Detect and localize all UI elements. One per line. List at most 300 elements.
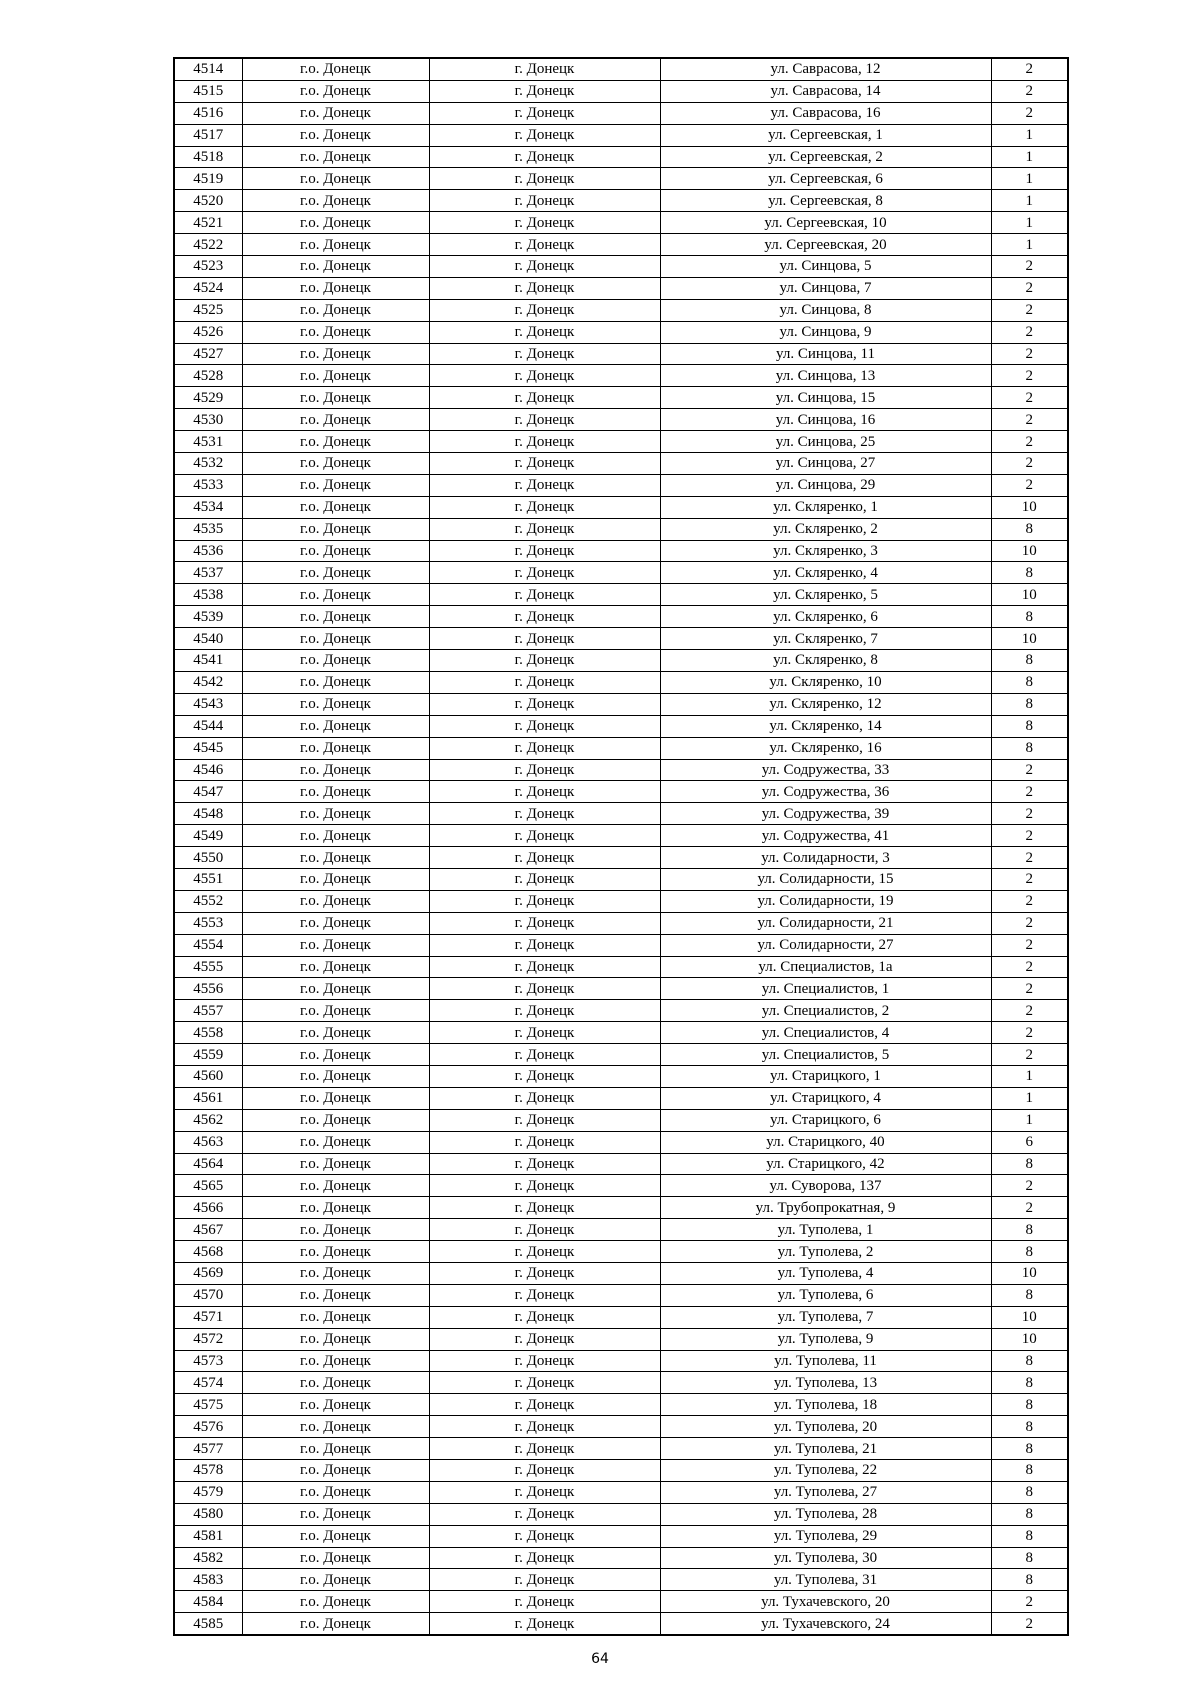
district-cell: г.о. Донецк bbox=[242, 671, 429, 693]
count-cell: 10 bbox=[991, 628, 1068, 650]
row-number-cell: 4523 bbox=[174, 256, 242, 278]
table-row bbox=[174, 58, 1068, 80]
table-row bbox=[174, 1175, 1068, 1197]
row-number-cell: 4566 bbox=[174, 1197, 242, 1219]
district-cell: г.о. Донецк bbox=[242, 496, 429, 518]
city-cell: г. Донецк bbox=[429, 825, 660, 847]
count-cell: 10 bbox=[991, 584, 1068, 606]
city-cell: г. Донецк bbox=[429, 1306, 660, 1328]
row-number-cell: 4547 bbox=[174, 781, 242, 803]
city-cell: г. Донецк bbox=[429, 1262, 660, 1284]
count-cell: 8 bbox=[991, 1503, 1068, 1525]
district-cell: г.о. Донецк bbox=[242, 146, 429, 168]
city-cell: г. Донецк bbox=[429, 868, 660, 890]
table-row bbox=[174, 1394, 1068, 1416]
city-cell: г. Донецк bbox=[429, 277, 660, 299]
row-number-cell: 4521 bbox=[174, 212, 242, 234]
district-cell: г.о. Донецк bbox=[242, 606, 429, 628]
count-cell: 8 bbox=[991, 1569, 1068, 1591]
table-row bbox=[174, 1262, 1068, 1284]
count-cell: 2 bbox=[991, 431, 1068, 453]
city-cell: г. Донецк bbox=[429, 474, 660, 496]
table-row bbox=[174, 1591, 1068, 1613]
count-cell: 10 bbox=[991, 496, 1068, 518]
table-row bbox=[174, 1525, 1068, 1547]
count-cell: 2 bbox=[991, 277, 1068, 299]
district-cell: г.о. Донецк bbox=[242, 1438, 429, 1460]
city-cell: г. Донецк bbox=[429, 1525, 660, 1547]
row-number-cell: 4552 bbox=[174, 890, 242, 912]
district-cell: г.о. Донецк bbox=[242, 890, 429, 912]
count-cell: 2 bbox=[991, 1022, 1068, 1044]
row-number-cell: 4558 bbox=[174, 1022, 242, 1044]
district-cell: г.о. Донецк bbox=[242, 1547, 429, 1569]
district-cell: г.о. Донецк bbox=[242, 1503, 429, 1525]
table-row bbox=[174, 1503, 1068, 1525]
table-row bbox=[174, 146, 1068, 168]
city-cell: г. Донецк bbox=[429, 1044, 660, 1066]
district-cell: г.о. Донецк bbox=[242, 715, 429, 737]
table-row bbox=[174, 256, 1068, 278]
city-cell: г. Донецк bbox=[429, 102, 660, 124]
address-cell: ул. Суворова, 137 bbox=[660, 1175, 991, 1197]
address-cell: ул. Тухачевского, 24 bbox=[660, 1613, 991, 1635]
city-cell: г. Донецк bbox=[429, 1065, 660, 1087]
district-cell: г.о. Донецк bbox=[242, 1372, 429, 1394]
row-number-cell: 4569 bbox=[174, 1262, 242, 1284]
city-cell: г. Донецк bbox=[429, 1109, 660, 1131]
city-cell: г. Донецк bbox=[429, 847, 660, 869]
row-number-cell: 4516 bbox=[174, 102, 242, 124]
address-cell: ул. Синцова, 5 bbox=[660, 256, 991, 278]
district-cell: г.о. Донецк bbox=[242, 1044, 429, 1066]
count-cell: 10 bbox=[991, 540, 1068, 562]
district-cell: г.о. Донецк bbox=[242, 934, 429, 956]
district-cell: г.о. Донецк bbox=[242, 1262, 429, 1284]
city-cell: г. Донецк bbox=[429, 124, 660, 146]
city-cell: г. Донецк bbox=[429, 1613, 660, 1635]
city-cell: г. Донецк bbox=[429, 234, 660, 256]
city-cell: г. Донецк bbox=[429, 453, 660, 475]
table-row bbox=[174, 759, 1068, 781]
count-cell: 1 bbox=[991, 146, 1068, 168]
row-number-cell: 4553 bbox=[174, 912, 242, 934]
district-cell: г.о. Донецк bbox=[242, 124, 429, 146]
city-cell: г. Донецк bbox=[429, 584, 660, 606]
table-row bbox=[174, 912, 1068, 934]
count-cell: 2 bbox=[991, 868, 1068, 890]
address-cell: ул. Туполева, 2 bbox=[660, 1241, 991, 1263]
district-cell: г.о. Донецк bbox=[242, 1109, 429, 1131]
table-row bbox=[174, 212, 1068, 234]
district-cell: г.о. Донецк bbox=[242, 1613, 429, 1635]
address-cell: ул. Специалистов, 1 bbox=[660, 978, 991, 1000]
district-cell: г.о. Донецк bbox=[242, 1306, 429, 1328]
city-cell: г. Донецк bbox=[429, 1460, 660, 1482]
row-number-cell: 4520 bbox=[174, 190, 242, 212]
row-number-cell: 4548 bbox=[174, 803, 242, 825]
district-cell: г.о. Донецк bbox=[242, 387, 429, 409]
city-cell: г. Донецк bbox=[429, 1241, 660, 1263]
row-number-cell: 4581 bbox=[174, 1525, 242, 1547]
table-row bbox=[174, 365, 1068, 387]
district-cell: г.о. Донецк bbox=[242, 1591, 429, 1613]
address-cell: ул. Сергеевская, 2 bbox=[660, 146, 991, 168]
address-cell: ул. Туполева, 9 bbox=[660, 1328, 991, 1350]
count-cell: 2 bbox=[991, 299, 1068, 321]
city-cell: г. Донецк bbox=[429, 256, 660, 278]
address-cell: ул. Содружества, 36 bbox=[660, 781, 991, 803]
address-cell: ул. Синцова, 7 bbox=[660, 277, 991, 299]
city-cell: г. Донецк bbox=[429, 1175, 660, 1197]
table-row bbox=[174, 737, 1068, 759]
row-number-cell: 4539 bbox=[174, 606, 242, 628]
city-cell: г. Донецк bbox=[429, 1591, 660, 1613]
district-cell: г.о. Донецк bbox=[242, 868, 429, 890]
address-cell: ул. Специалистов, 2 bbox=[660, 1000, 991, 1022]
district-cell: г.о. Донецк bbox=[242, 1022, 429, 1044]
count-cell: 2 bbox=[991, 1613, 1068, 1635]
row-number-cell: 4584 bbox=[174, 1591, 242, 1613]
table-row bbox=[174, 1372, 1068, 1394]
table-row bbox=[174, 1306, 1068, 1328]
city-cell: г. Донецк bbox=[429, 912, 660, 934]
count-cell: 8 bbox=[991, 1219, 1068, 1241]
table-row bbox=[174, 868, 1068, 890]
count-cell: 1 bbox=[991, 168, 1068, 190]
row-number-cell: 4536 bbox=[174, 540, 242, 562]
district-cell: г.о. Донецк bbox=[242, 956, 429, 978]
table-row bbox=[174, 299, 1068, 321]
count-cell: 2 bbox=[991, 365, 1068, 387]
count-cell: 8 bbox=[991, 650, 1068, 672]
address-table-body bbox=[174, 58, 1068, 1635]
table-row bbox=[174, 387, 1068, 409]
row-number-cell: 4585 bbox=[174, 1613, 242, 1635]
address-cell: ул. Тухачевского, 20 bbox=[660, 1591, 991, 1613]
row-number-cell: 4530 bbox=[174, 409, 242, 431]
city-cell: г. Донецк bbox=[429, 58, 660, 80]
address-cell: ул. Туполева, 11 bbox=[660, 1350, 991, 1372]
address-cell: ул. Скляренко, 6 bbox=[660, 606, 991, 628]
table-row bbox=[174, 1350, 1068, 1372]
city-cell: г. Донецк bbox=[429, 606, 660, 628]
city-cell: г. Донецк bbox=[429, 650, 660, 672]
row-number-cell: 4559 bbox=[174, 1044, 242, 1066]
row-number-cell: 4524 bbox=[174, 277, 242, 299]
address-cell: ул. Старицкого, 6 bbox=[660, 1109, 991, 1131]
count-cell: 2 bbox=[991, 803, 1068, 825]
city-cell: г. Донецк bbox=[429, 934, 660, 956]
table-row bbox=[174, 496, 1068, 518]
table-row bbox=[174, 453, 1068, 475]
address-cell: ул. Скляренко, 8 bbox=[660, 650, 991, 672]
address-cell: ул. Скляренко, 4 bbox=[660, 562, 991, 584]
table-row bbox=[174, 1460, 1068, 1482]
row-number-cell: 4557 bbox=[174, 1000, 242, 1022]
district-cell: г.о. Донецк bbox=[242, 58, 429, 80]
address-cell: ул. Туполева, 29 bbox=[660, 1525, 991, 1547]
table-row bbox=[174, 1153, 1068, 1175]
table-row bbox=[174, 474, 1068, 496]
city-cell: г. Донецк bbox=[429, 1416, 660, 1438]
table-row bbox=[174, 1109, 1068, 1131]
district-cell: г.о. Донецк bbox=[242, 277, 429, 299]
address-cell: ул. Содружества, 39 bbox=[660, 803, 991, 825]
district-cell: г.о. Донецк bbox=[242, 1087, 429, 1109]
count-cell: 8 bbox=[991, 1547, 1068, 1569]
address-cell: ул. Старицкого, 42 bbox=[660, 1153, 991, 1175]
row-number-cell: 4518 bbox=[174, 146, 242, 168]
city-cell: г. Донецк bbox=[429, 1197, 660, 1219]
city-cell: г. Донецк bbox=[429, 1131, 660, 1153]
table-row bbox=[174, 825, 1068, 847]
count-cell: 8 bbox=[991, 606, 1068, 628]
city-cell: г. Донецк bbox=[429, 956, 660, 978]
table-row bbox=[174, 715, 1068, 737]
count-cell: 2 bbox=[991, 387, 1068, 409]
row-number-cell: 4555 bbox=[174, 956, 242, 978]
city-cell: г. Донецк bbox=[429, 80, 660, 102]
count-cell: 2 bbox=[991, 1044, 1068, 1066]
address-cell: ул. Специалистов, 4 bbox=[660, 1022, 991, 1044]
city-cell: г. Донецк bbox=[429, 1284, 660, 1306]
count-cell: 2 bbox=[991, 1591, 1068, 1613]
city-cell: г. Донецк bbox=[429, 1153, 660, 1175]
city-cell: г. Донецк bbox=[429, 693, 660, 715]
table-row bbox=[174, 102, 1068, 124]
count-cell: 2 bbox=[991, 1175, 1068, 1197]
city-cell: г. Донецк bbox=[429, 1503, 660, 1525]
table-row bbox=[174, 956, 1068, 978]
city-cell: г. Донецк bbox=[429, 1394, 660, 1416]
count-cell: 2 bbox=[991, 474, 1068, 496]
address-cell: ул. Туполева, 1 bbox=[660, 1219, 991, 1241]
count-cell: 2 bbox=[991, 781, 1068, 803]
district-cell: г.о. Донецк bbox=[242, 737, 429, 759]
address-cell: ул. Туполева, 21 bbox=[660, 1438, 991, 1460]
row-number-cell: 4576 bbox=[174, 1416, 242, 1438]
row-number-cell: 4528 bbox=[174, 365, 242, 387]
address-cell: ул. Синцова, 8 bbox=[660, 299, 991, 321]
address-cell: ул. Сергеевская, 1 bbox=[660, 124, 991, 146]
table-row bbox=[174, 1219, 1068, 1241]
district-cell: г.о. Донецк bbox=[242, 1241, 429, 1263]
city-cell: г. Донецк bbox=[429, 496, 660, 518]
address-cell: ул. Туполева, 7 bbox=[660, 1306, 991, 1328]
address-cell: ул. Старицкого, 4 bbox=[660, 1087, 991, 1109]
district-cell: г.о. Донецк bbox=[242, 584, 429, 606]
district-cell: г.о. Донецк bbox=[242, 912, 429, 934]
table-row bbox=[174, 1022, 1068, 1044]
district-cell: г.о. Донецк bbox=[242, 1131, 429, 1153]
row-number-cell: 4538 bbox=[174, 584, 242, 606]
city-cell: г. Донецк bbox=[429, 1022, 660, 1044]
table-row bbox=[174, 1044, 1068, 1066]
district-cell: г.о. Донецк bbox=[242, 1350, 429, 1372]
city-cell: г. Донецк bbox=[429, 803, 660, 825]
city-cell: г. Донецк bbox=[429, 409, 660, 431]
address-cell: ул. Старицкого, 40 bbox=[660, 1131, 991, 1153]
table-row bbox=[174, 562, 1068, 584]
table-row bbox=[174, 1197, 1068, 1219]
city-cell: г. Донецк bbox=[429, 343, 660, 365]
count-cell: 2 bbox=[991, 890, 1068, 912]
address-cell: ул. Скляренко, 12 bbox=[660, 693, 991, 715]
count-cell: 8 bbox=[991, 671, 1068, 693]
row-number-cell: 4542 bbox=[174, 671, 242, 693]
count-cell: 2 bbox=[991, 256, 1068, 278]
address-cell: ул. Саврасова, 12 bbox=[660, 58, 991, 80]
address-cell: ул. Синцова, 27 bbox=[660, 453, 991, 475]
row-number-cell: 4550 bbox=[174, 847, 242, 869]
table-row bbox=[174, 1241, 1068, 1263]
address-cell: ул. Солидарности, 15 bbox=[660, 868, 991, 890]
district-cell: г.о. Донецк bbox=[242, 409, 429, 431]
table-row bbox=[174, 1328, 1068, 1350]
count-cell: 8 bbox=[991, 1241, 1068, 1263]
count-cell: 8 bbox=[991, 518, 1068, 540]
city-cell: г. Донецк bbox=[429, 1547, 660, 1569]
address-cell: ул. Солидарности, 21 bbox=[660, 912, 991, 934]
address-cell: ул. Сергеевская, 8 bbox=[660, 190, 991, 212]
address-cell: ул. Туполева, 31 bbox=[660, 1569, 991, 1591]
city-cell: г. Донецк bbox=[429, 1372, 660, 1394]
table-row bbox=[174, 781, 1068, 803]
address-cell: ул. Туполева, 27 bbox=[660, 1481, 991, 1503]
row-number-cell: 4515 bbox=[174, 80, 242, 102]
row-number-cell: 4573 bbox=[174, 1350, 242, 1372]
count-cell: 8 bbox=[991, 1460, 1068, 1482]
count-cell: 2 bbox=[991, 80, 1068, 102]
district-cell: г.о. Донецк bbox=[242, 803, 429, 825]
address-cell: ул. Содружества, 41 bbox=[660, 825, 991, 847]
district-cell: г.о. Донецк bbox=[242, 453, 429, 475]
address-cell: ул. Старицкого, 1 bbox=[660, 1065, 991, 1087]
row-number-cell: 4514 bbox=[174, 58, 242, 80]
district-cell: г.о. Донецк bbox=[242, 343, 429, 365]
city-cell: г. Донецк bbox=[429, 1000, 660, 1022]
district-cell: г.о. Донецк bbox=[242, 1175, 429, 1197]
row-number-cell: 4582 bbox=[174, 1547, 242, 1569]
count-cell: 8 bbox=[991, 1481, 1068, 1503]
row-number-cell: 4532 bbox=[174, 453, 242, 475]
count-cell: 1 bbox=[991, 212, 1068, 234]
table-row bbox=[174, 190, 1068, 212]
district-cell: г.о. Донецк bbox=[242, 825, 429, 847]
table-row bbox=[174, 80, 1068, 102]
city-cell: г. Донецк bbox=[429, 146, 660, 168]
count-cell: 2 bbox=[991, 978, 1068, 1000]
table-row bbox=[174, 847, 1068, 869]
address-cell: ул. Солидарности, 19 bbox=[660, 890, 991, 912]
address-cell: ул. Скляренко, 3 bbox=[660, 540, 991, 562]
count-cell: 8 bbox=[991, 1284, 1068, 1306]
address-cell: ул. Туполева, 4 bbox=[660, 1262, 991, 1284]
district-cell: г.о. Донецк bbox=[242, 1197, 429, 1219]
table-row bbox=[174, 518, 1068, 540]
table-row bbox=[174, 1131, 1068, 1153]
district-cell: г.о. Донецк bbox=[242, 365, 429, 387]
row-number-cell: 4517 bbox=[174, 124, 242, 146]
table-row bbox=[174, 650, 1068, 672]
district-cell: г.о. Донецк bbox=[242, 978, 429, 1000]
city-cell: г. Донецк bbox=[429, 365, 660, 387]
row-number-cell: 4519 bbox=[174, 168, 242, 190]
district-cell: г.о. Донецк bbox=[242, 1000, 429, 1022]
row-number-cell: 4527 bbox=[174, 343, 242, 365]
address-cell: ул. Туполева, 30 bbox=[660, 1547, 991, 1569]
address-cell: ул. Специалистов, 1а bbox=[660, 956, 991, 978]
district-cell: г.о. Донецк bbox=[242, 847, 429, 869]
address-cell: ул. Скляренко, 7 bbox=[660, 628, 991, 650]
row-number-cell: 4545 bbox=[174, 737, 242, 759]
count-cell: 8 bbox=[991, 1416, 1068, 1438]
row-number-cell: 4570 bbox=[174, 1284, 242, 1306]
row-number-cell: 4578 bbox=[174, 1460, 242, 1482]
count-cell: 2 bbox=[991, 453, 1068, 475]
row-number-cell: 4531 bbox=[174, 431, 242, 453]
row-number-cell: 4540 bbox=[174, 628, 242, 650]
city-cell: г. Донецк bbox=[429, 168, 660, 190]
row-number-cell: 4533 bbox=[174, 474, 242, 496]
address-cell: ул. Синцова, 13 bbox=[660, 365, 991, 387]
table-row bbox=[174, 168, 1068, 190]
city-cell: г. Донецк bbox=[429, 759, 660, 781]
district-cell: г.о. Донецк bbox=[242, 80, 429, 102]
district-cell: г.о. Донецк bbox=[242, 102, 429, 124]
city-cell: г. Донецк bbox=[429, 890, 660, 912]
row-number-cell: 4526 bbox=[174, 321, 242, 343]
city-cell: г. Донецк bbox=[429, 1328, 660, 1350]
city-cell: г. Донецк bbox=[429, 212, 660, 234]
row-number-cell: 4577 bbox=[174, 1438, 242, 1460]
district-cell: г.о. Донецк bbox=[242, 759, 429, 781]
address-cell: ул. Скляренко, 10 bbox=[660, 671, 991, 693]
district-cell: г.о. Донецк bbox=[242, 1065, 429, 1087]
district-cell: г.о. Донецк bbox=[242, 1481, 429, 1503]
row-number-cell: 4564 bbox=[174, 1153, 242, 1175]
table-row bbox=[174, 606, 1068, 628]
count-cell: 10 bbox=[991, 1328, 1068, 1350]
city-cell: г. Донецк bbox=[429, 671, 660, 693]
row-number-cell: 4522 bbox=[174, 234, 242, 256]
table-row bbox=[174, 277, 1068, 299]
city-cell: г. Донецк bbox=[429, 387, 660, 409]
district-cell: г.о. Донецк bbox=[242, 562, 429, 584]
page-number: 64 bbox=[591, 1651, 609, 1667]
district-cell: г.о. Донецк bbox=[242, 474, 429, 496]
address-cell: ул. Скляренко, 2 bbox=[660, 518, 991, 540]
address-cell: ул. Туполева, 22 bbox=[660, 1460, 991, 1482]
city-cell: г. Донецк bbox=[429, 1219, 660, 1241]
table-row bbox=[174, 1613, 1068, 1635]
address-cell: ул. Сергеевская, 6 bbox=[660, 168, 991, 190]
count-cell: 2 bbox=[991, 102, 1068, 124]
row-number-cell: 4583 bbox=[174, 1569, 242, 1591]
city-cell: г. Донецк bbox=[429, 1438, 660, 1460]
count-cell: 1 bbox=[991, 1109, 1068, 1131]
row-number-cell: 4571 bbox=[174, 1306, 242, 1328]
row-number-cell: 4568 bbox=[174, 1241, 242, 1263]
row-number-cell: 4543 bbox=[174, 693, 242, 715]
row-number-cell: 4544 bbox=[174, 715, 242, 737]
district-cell: г.о. Донецк bbox=[242, 190, 429, 212]
row-number-cell: 4563 bbox=[174, 1131, 242, 1153]
district-cell: г.о. Донецк bbox=[242, 693, 429, 715]
table-row bbox=[174, 409, 1068, 431]
count-cell: 2 bbox=[991, 409, 1068, 431]
